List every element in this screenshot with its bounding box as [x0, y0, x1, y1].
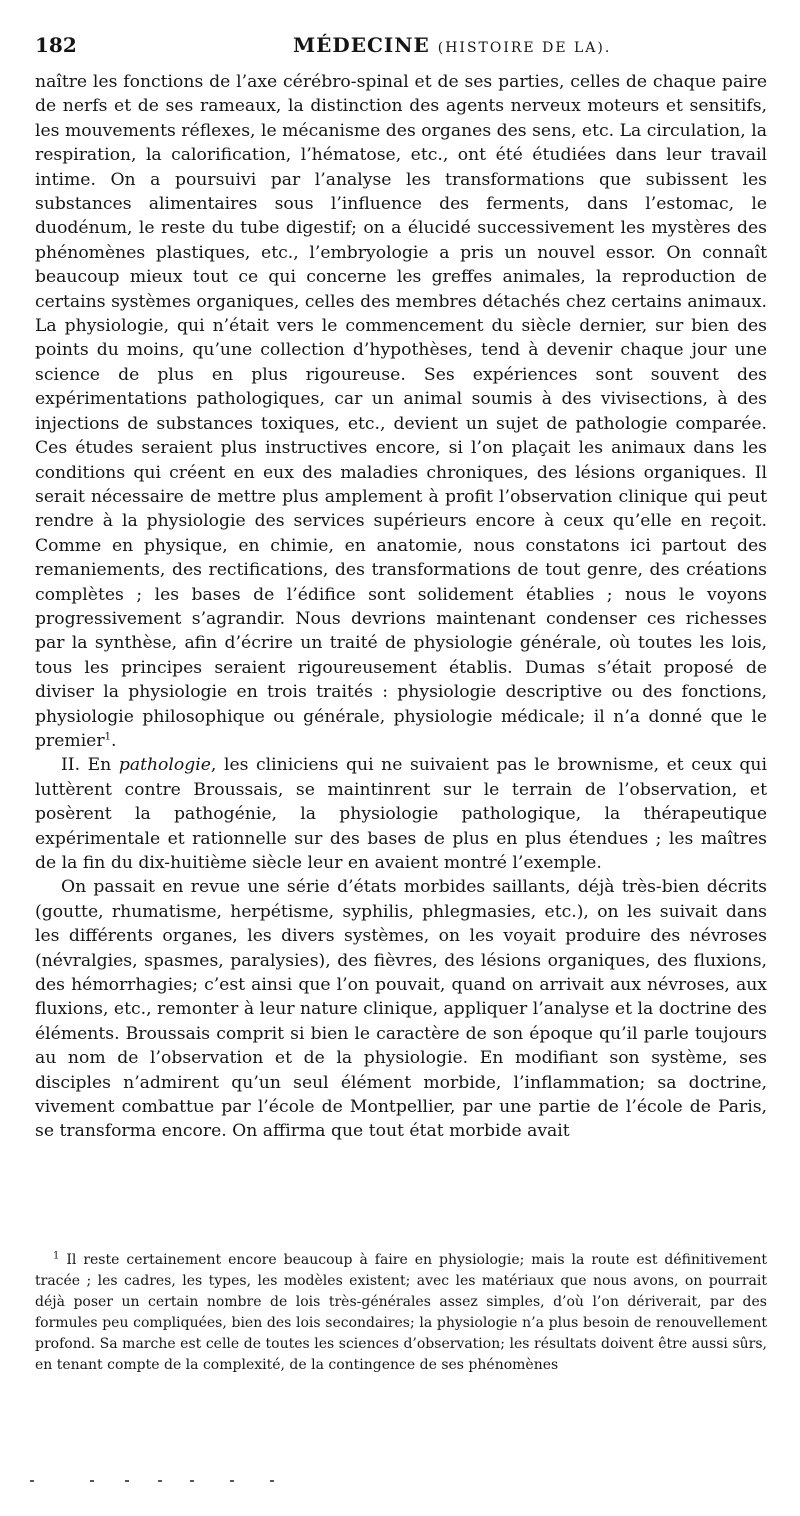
footnote-marker: 1 [53, 1250, 60, 1262]
running-header [35, 32, 765, 58]
footnote-text: Il reste certainement encore beaucoup à faire en physiologie; mais la route est définitivement tracée ; les cadres, les types, les modèles existent; avec les matériaux que nous avons, on pourrait déjà poser un certain nombre de lois très-générales assez simples, d’où l’on dériverait, par des formules peu compliquées, bien des lois secondaires; la physiologie n’a plus besoin de renouvellement profond. Sa marche est celle de toutes les sciences d’observation; les résultats doivent être aussi sûrs, en tenant compte de la complexité, de la contingence de ses phénomènes [35, 1252, 767, 1373]
paragraph-1-text: naître les fonctions de l’axe cérébro-spinal et de ses parties, celles de chaque paire de nerfs et de ses rameaux, la distinction des agents nerveux moteurs et sensitifs, les mouvements réflexes, le mécanisme des organes des sens, etc. La circulation, la respiration, la calorification, l’hématose, etc., ont été étudiées dans leur travail intime. On a poursuivi par l’analyse les transformations que subissent les substances alimentaires sous l’influence des ferments, dans l’estomac, le duodénum, le reste du tube digestif; on a élucidé successivement les mystères des phénomènes plastiques, etc., l’embryologie a pris un nouvel essor. On connaît beaucoup mieux tout ce qui concerne les greffes animales, la reproduction de certains systèmes organiques, celles des membres détachés chez certains animaux. La physiologie, qui n’était vers le commencement du siècle dernier, sur bien des points du moins, qu’une collection d’hypothèses, tend à devenir chaque jour une science de plus en plus rigoureuse. Ses expériences sont souvent des expérimentations pathologiques, car un animal soumis à des vivisections, à des injections de substances toxiques, etc., devient un sujet de pathologie comparée. Ces études seraient plus instructives encore, si l’on plaçait les animaux dans les conditions qui créent en eux des maladies chroniques, des lésions organiques. Il serait nécessaire de mettre plus amplement à profit l’observation clinique qui peut rendre à la physiologie des services supérieurs encore à ceux qu’elle en reçoit. Comme en physique, en chimie, en anatomie, nous constatons ici partout des remaniements, des rectifications, des transformations de tout genre, des créations complètes ; les bases de l’édifice sont solidement établies ; nous le voyons progressivement s’agrandir. Nous devrions maintenant condenser ces richesses par la synthèse, afin d’écrire un traité de physiologie générale, où toutes les lois, tous les principes seraient rigoureusement établis. Dumas s’était proposé de diviser la physiologie en trois traités : physiologie descriptive ou des fonctions, physiologie philosophique ou générale, physiologie médicale; il n’a donné que le premier [35, 72, 767, 751]
paragraph-1: naître les fonctions de l’axe cérébro-spinal et de ses parties, celles de chaque paire de nerfs et de ses rameaux, la distinction des agents nerveux moteurs et sensitifs, les mouvements réflexes, le mécanisme des organes des sens, etc. La circulation, la respiration, la calorification, l’hématose, etc., ont été étudiées dans leur travail intime. On a poursuivi par l’analyse les transformations que subissent les substances alimentaires sous l’influence des ferments, dans l’estomac, le duodénum, le reste du tube digestif; on a élucidé successivement les mystères des phénomènes plastiques, etc., l’embryologie a pris un nouvel essor. On connaît beaucoup mieux tout ce qui concerne les greffes animales, la reproduction de certains systèmes organiques, celles des membres détachés chez certains animaux. La physiologie, qui n’était vers le commencement du siècle dernier, sur bien des points du moins, qu’une collection d’hypothèses, tend à devenir chaque jour une science de plus en plus rigoureuse. Ses expériences sont souvent des expérimentations pathologiques, car un animal soumis à des vivisections, à des injections de substances toxiques, etc., devient un sujet de pathologie comparée. Ces études seraient plus instructives encore, si l’on plaçait les animaux dans les conditions qui créent en eux des maladies chroniques, des lésions organiques. Il serait nécessaire de mettre plus amplement à profit l’observation clinique qui peut rendre à la physiologie des services supérieurs encore à ceux qu’elle en reçoit. Comme en physique, en chimie, en anatomie, nous constatons ici partout des remaniements, des rectifications, des transformations de tout genre, des créations complètes ; les bases de l’édifice sont solidement établies ; nous le voyons progressivement s’agrandir. Nous devrions maintenant condenser ces richesses par la synthèse, afin d’écrire un traité de physiologie générale, où toutes les lois, tous les principes seraient rigoureusement établis. Dumas s’était proposé de diviser la physiologie en trois traités : physiologie descriptive ou des fonctions, physiologie philosophique ou générale, physiologie médicale; il n’a donné que le premier$^1$. [35, 72, 767, 751]
paragraph-2 [35, 753, 767, 875]
footnote [35, 1250, 767, 1376]
paragraph-2-prefix: II. En [61, 755, 119, 776]
paragraph-3-text: On passait en revue une série d’états morbides saillants, déjà très-bien décrits (goutte, rhumatisme, herpétisme, syphilis, phlegmasies, etc.), on les suivait dans les différents organes, les divers systèmes, on les voyait produire des névroses (névralgies, spasmes, paralysies), des fièvres, des lésions organiques, des fluxions, des hémorrhagies; c’est ainsi que l’on pouvait, quand on arrivait aux névroses, aux fluxions, etc., remonter à leur nature clinique, appliquer l’analyse et la doctrine des éléments. Broussais comprit si bien le caractère de son époque qu’il parle toujours au nom de l’observation et de la physiologie. En modifiant son système, ses disciples n’admirent qu’un seul élément morbide, l’inflammation; sa doctrine, vivement combattue par l’école de Montpellier, par une partie de l’école de Paris, se transforma encore. On affirma que tout état morbide avait [35, 877, 767, 1142]
running-title-sub: (HISTOIRE DE LA). [437, 40, 612, 56]
footnote-reference: 1 [104, 731, 111, 743]
running-title [293, 32, 611, 61]
paragraph-2-text: , les cliniciens qui ne suivaient pas le brownisme, et ceux qui luttèrent contre Broussais, se maintinrent sur le terrain de l’observation, et posèrent la pathogénie, la physiologie pathologique, la thérapeutique expérimentale et rationnelle sur des bases de plus en plus étendues ; les maîtres de la fin du dix-huitième siècle leur en avaient montré l’exemple. [35, 755, 767, 873]
footnote-paragraph [35, 1250, 767, 1376]
page-number: 182 [35, 33, 77, 57]
running-title-main: MÉDECINE [293, 33, 430, 57]
paragraph-3 [35, 875, 767, 1143]
main-text [35, 70, 767, 1144]
paragraph-2-emphasis: pathologie [118, 755, 211, 776]
scan-specks [30, 1480, 330, 1490]
